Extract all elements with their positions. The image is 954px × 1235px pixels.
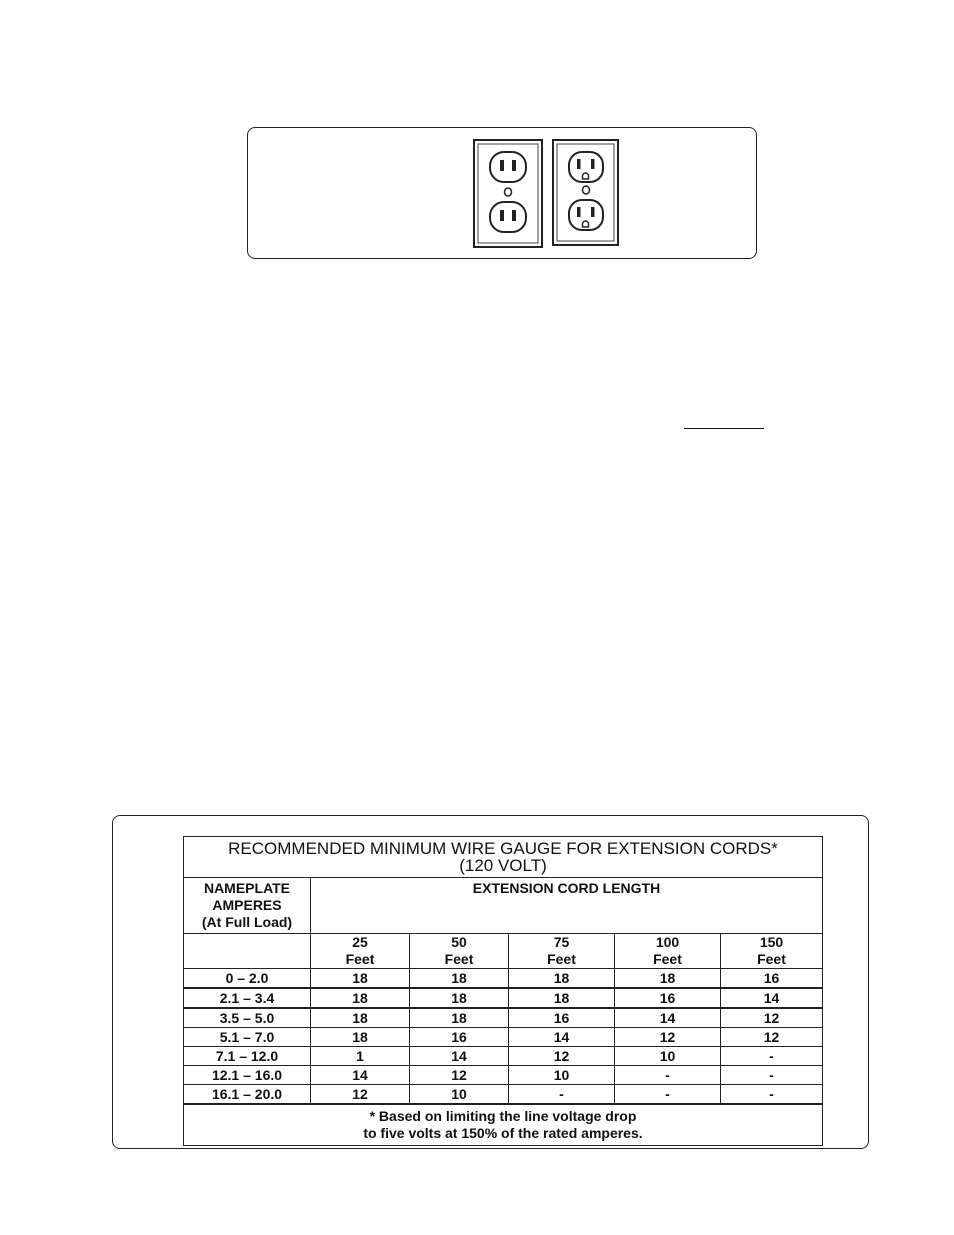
gauge-cell: 16 (721, 969, 823, 989)
gauge-cell: - (615, 1066, 721, 1085)
table-row (184, 1085, 823, 1105)
gauge-cell: 1 (311, 1047, 410, 1066)
gauge-cell: 18 (311, 1008, 410, 1028)
gauge-cell: - (721, 1066, 823, 1085)
length-column-header: 25 Feet (311, 934, 410, 969)
gauge-cell: 12 (615, 1028, 721, 1047)
gauge-cell: 14 (311, 1066, 410, 1085)
gauge-cell: 12 (311, 1085, 410, 1105)
outlet-figure-box (247, 127, 757, 259)
gauge-cell: 16 (509, 1008, 615, 1028)
table-row (184, 1008, 823, 1028)
gauge-cell: 10 (410, 1085, 509, 1105)
gauge-cell: 18 (410, 988, 509, 1008)
gauge-cell: - (615, 1085, 721, 1105)
three-prong-outlet-icon (553, 140, 618, 245)
length-column-header: 75 Feet (509, 934, 615, 969)
gauge-cell: - (721, 1085, 823, 1105)
nameplate-header-line: NAMEPLATE (203, 880, 291, 896)
gauge-cell: 14 (615, 1008, 721, 1028)
amperes-cell: 16.1 – 20.0 (184, 1085, 311, 1105)
table-title-line2: (120 VOLT) (459, 856, 547, 875)
gauge-cell: 18 (311, 1028, 410, 1047)
gauge-cell: 12 (410, 1066, 509, 1085)
gauge-cell: 10 (615, 1047, 721, 1066)
gauge-cell: 18 (410, 969, 509, 989)
table-title-line1: RECOMMENDED MINIMUM WIRE GAUGE FOR EXTENSION CORDS* (228, 839, 778, 858)
nameplate-header (184, 878, 311, 934)
outlet-figure (248, 128, 758, 260)
table-title (184, 837, 823, 878)
amperes-cell: 0 – 2.0 (184, 969, 311, 989)
wire-gauge-table (183, 836, 823, 1146)
wire-gauge-table-box (112, 815, 869, 1149)
gauge-cell: 18 (615, 969, 721, 989)
underline-blank (684, 428, 764, 429)
gauge-cell: 18 (509, 988, 615, 1008)
two-prong-outlet-icon (474, 140, 542, 247)
amperes-cell: 5.1 – 7.0 (184, 1028, 311, 1047)
footnote-line1: * Based on limiting the line voltage drop (369, 1108, 637, 1124)
nameplate-header-line: AMPERES (212, 897, 282, 913)
gauge-cell: 14 (721, 988, 823, 1008)
gauge-cell: 10 (509, 1066, 615, 1085)
length-column-header: 150 Feet (721, 934, 823, 969)
amperes-cell: 3.5 – 5.0 (184, 1008, 311, 1028)
table-row (184, 1028, 823, 1047)
empty-header-cell (184, 934, 311, 969)
gauge-cell: 18 (311, 988, 410, 1008)
gauge-cell: 12 (509, 1047, 615, 1066)
footnote-line2: to five volts at 150% of the rated amperes. (363, 1125, 643, 1141)
gauge-cell: - (721, 1047, 823, 1066)
gauge-cell: 12 (721, 1028, 823, 1047)
gauge-cell: 12 (721, 1008, 823, 1028)
gauge-cell: 16 (410, 1028, 509, 1047)
cord-length-header: EXTENSION CORD LENGTH (311, 878, 823, 934)
amperes-cell: 12.1 – 16.0 (184, 1066, 311, 1085)
table-row (184, 988, 823, 1008)
amperes-cell: 2.1 – 3.4 (184, 988, 311, 1008)
length-column-header: 100 Feet (615, 934, 721, 969)
table-footnote (184, 1104, 823, 1146)
gauge-cell: 18 (311, 969, 410, 989)
gauge-cell: 18 (509, 969, 615, 989)
gauge-cell: 16 (615, 988, 721, 1008)
gauge-cell: 18 (410, 1008, 509, 1028)
gauge-cell: 14 (410, 1047, 509, 1066)
table-row (184, 1047, 823, 1066)
length-column-header: 50 Feet (410, 934, 509, 969)
nameplate-header-line: (At Full Load) (201, 914, 293, 930)
table-row (184, 969, 823, 989)
amperes-cell: 7.1 – 12.0 (184, 1047, 311, 1066)
gauge-cell: - (509, 1085, 615, 1105)
table-row (184, 1066, 823, 1085)
gauge-cell: 14 (509, 1028, 615, 1047)
